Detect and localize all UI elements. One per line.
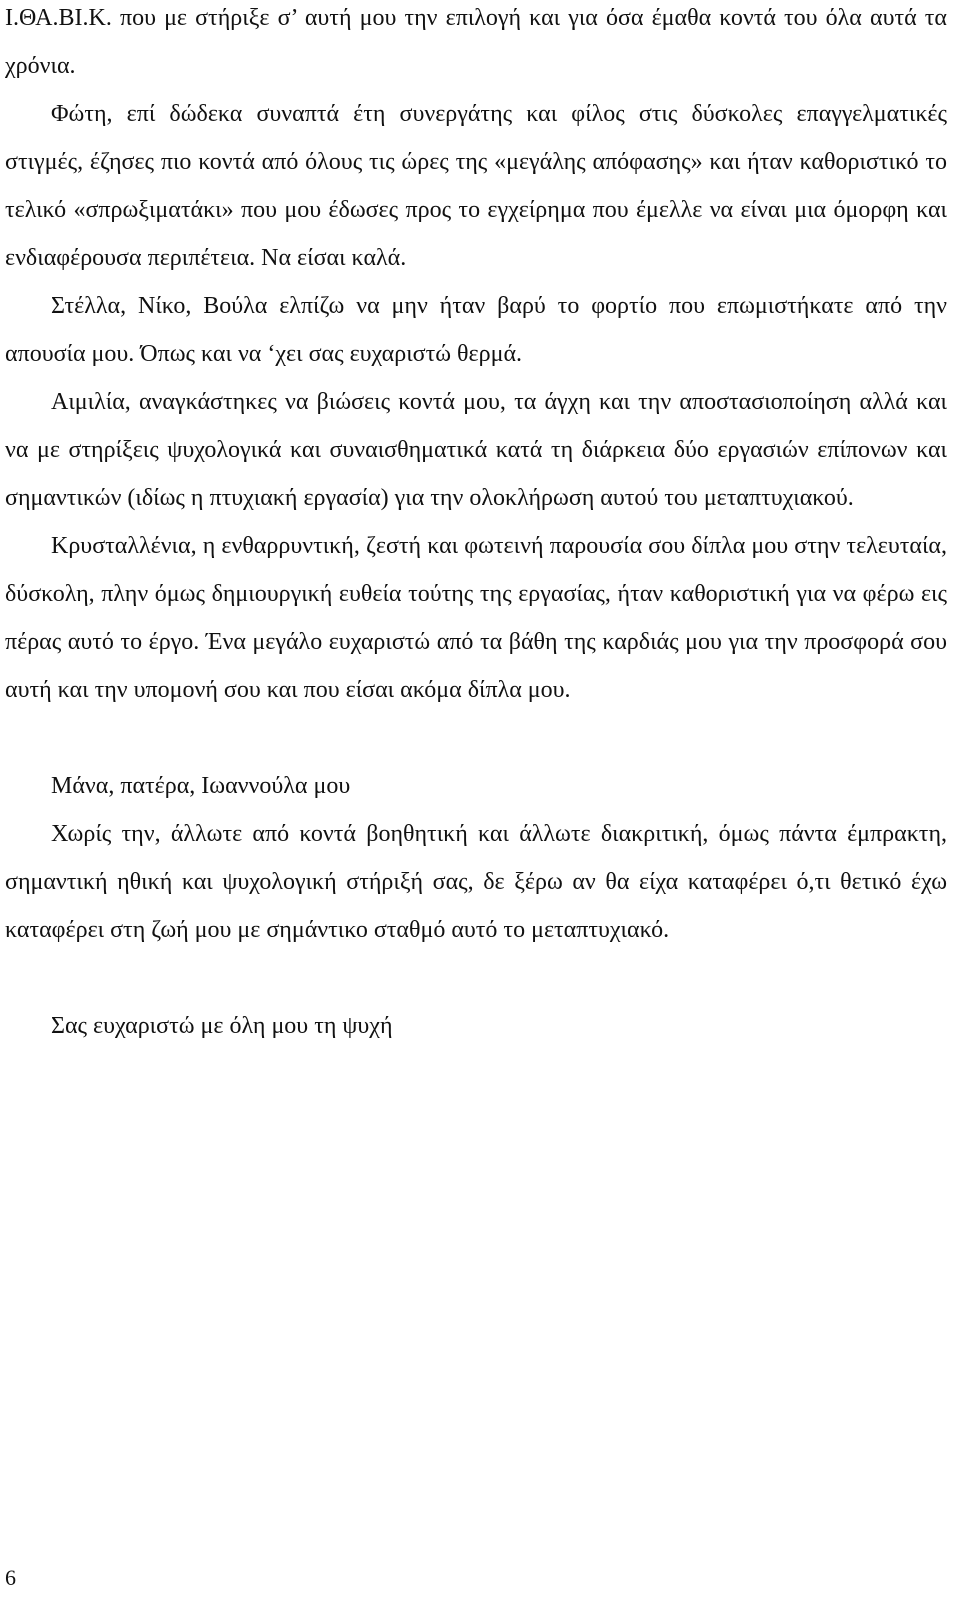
parents-heading: Μάνα, πατέρα, Ιωαννούλα μου — [51, 773, 351, 799]
paragraph-krystallenia: Κρυσταλλένια, η ενθαρρυντική, ζεστή και φωτεινή παρουσία σου δίπλα μου στην τελευταία, δύσκολη, πλην όμως δημιουργική ευθεία τούτης της εργασίας, ήταν καθοριστική για να φέρω εις πέρας αυτό το έργο. Ένα μεγάλο ευχαριστώ από τα βάθη της καρδιάς μου για την προσφορά σου αυτή και την υπομονή σου και που είσαι ακόμα δίπλα μου. — [5, 533, 947, 703]
document-page — [5, 0, 947, 1050]
paragraph-ithabik: Ι.ΘΑ.ΒΙ.Κ. που με στήριξε σ’ αυτή μου την επιλογή και για όσα έμαθα κοντά του όλα αυτά τα χρόνια. — [5, 5, 947, 79]
paragraph-fotis: Φώτη, επί δώδεκα συναπτά έτη συνεργάτης και φίλος στις δύσκολες επαγγελματικές στιγμές, έζησες πιο κοντά από όλους τις ώρες της «μεγάλης απόφασης» και ήταν καθοριστικό το τελικό «σπρωξιματάκι» που μου έδωσες προς το εγχείρημα που έμελλε να είναι μια όμορφη και ενδιαφέρουσα περιπέτεια. Να είσαι καλά. — [5, 101, 947, 271]
spacer — [5, 954, 947, 1002]
paragraph-parents: Χωρίς την, άλλωτε από κοντά βοηθητική και άλλωτε διακριτική, όμως πάντα έμπρακτη, σημαντική ηθική και ψυχολογική στήριξή σας, δε ξέρω αν θα είχα καταφέρει ό,τι θετικό έχω καταφέρει στη ζωή μου με σημάντικο σταθμό αυτό το μεταπτυχιακό. — [5, 821, 947, 943]
spacer — [5, 714, 947, 762]
paragraph-stella-niko-voula: Στέλλα, Νίκο, Βούλα ελπίζω να μην ήταν βαρύ το φορτίο που επωμιστήκατε από την απουσία μου. Όπως και να ‘χει σας ευχαριστώ θερμά. — [5, 293, 947, 367]
paragraph-aimilia: Αιμιλία, αναγκάστηκες να βιώσεις κοντά μου, τα άγχη και την αποστασιοποίηση αλλά και να με στηρίξεις ψυχολογικά και συναισθηματικά κατά τη διάρκεια δύο εργασιών επίπονων και σημαντικών (ιδίως η πτυχιακή εργασία) για την ολοκλήρωση αυτού του μεταπτυχιακού. — [5, 389, 947, 511]
page-number: 6 — [5, 1565, 16, 1590]
closing-line: Σας ευχαριστώ με όλη μου τη ψυχή — [51, 1013, 393, 1039]
